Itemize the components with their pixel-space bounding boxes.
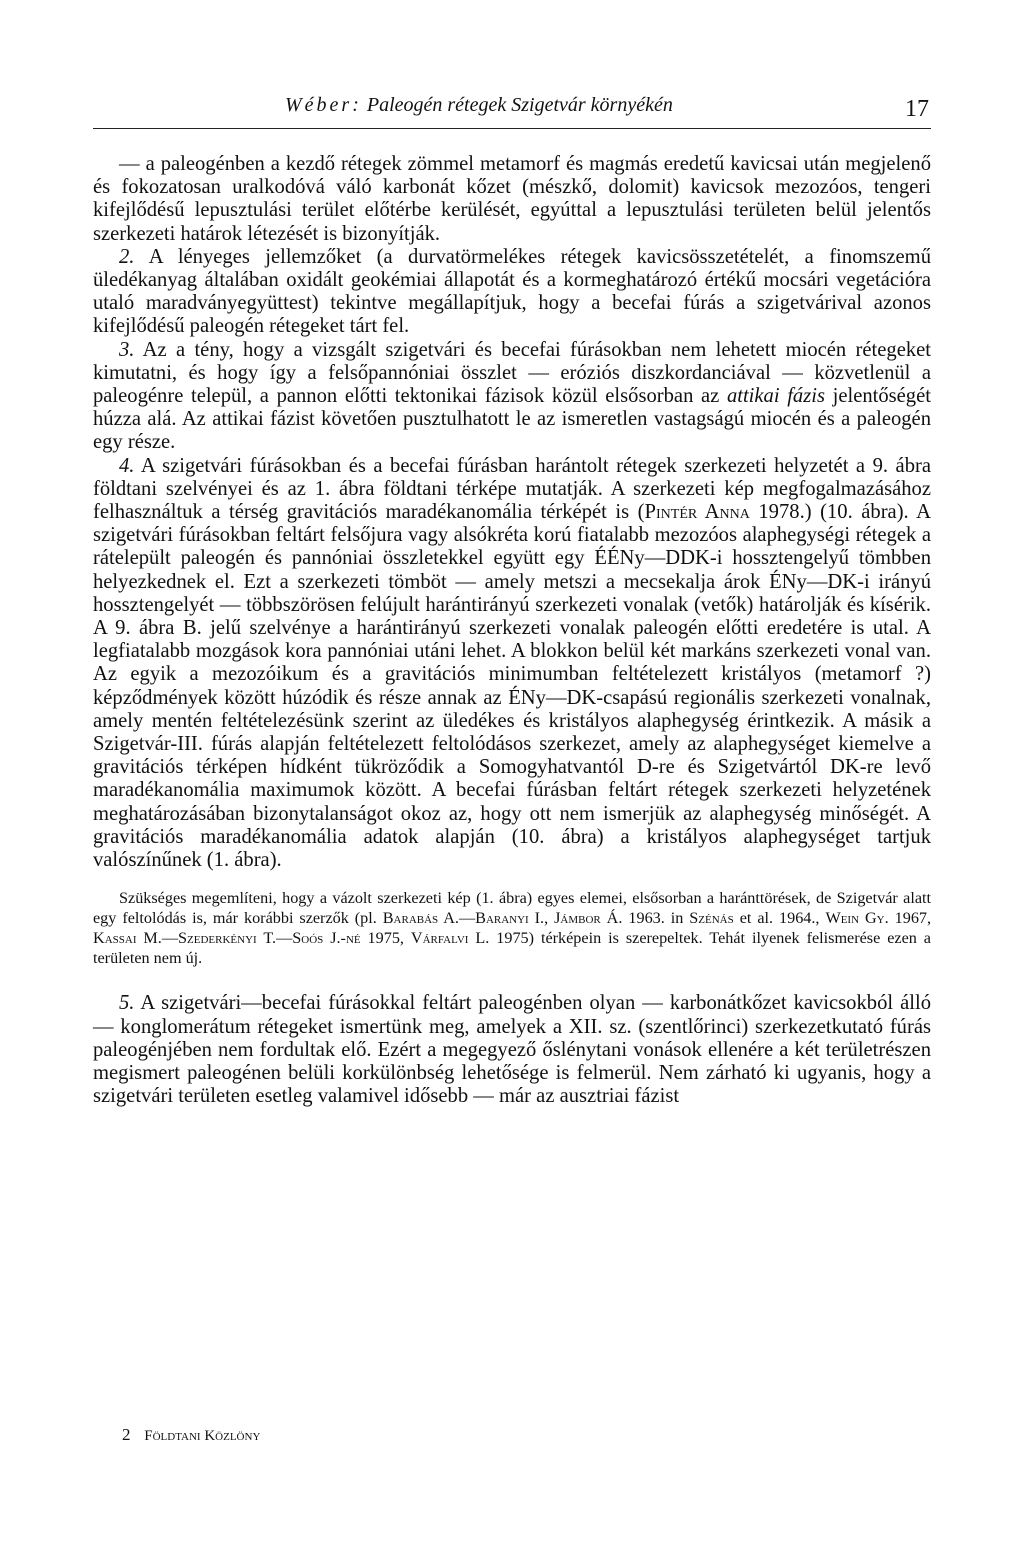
paragraph-5-text: A szigetvári—becefai fúrásokkal feltárt paleogénben olyan — karbonátkőzet kavicsokból álló — konglomerátum rétegeket ismertünk meg, amelyek a XII. sz. (szentlőrinci) szerkezetkutató fúrás paleogénjében nem fordultak elő. Ezért a megegyező őslénytani vonások ellenére a két területrészen megismert paleogénen belüli korkülönbség lehetősége is felmerül. Nem zárható ki ugyanis, hogy a szigetvári területen esetleg valamivel idősebb — már az ausztriai fázist <box>93 992 931 1108</box>
note-text-b: 1963. in <box>628 909 684 928</box>
header-title-line <box>285 94 673 117</box>
sheet-number: 2 <box>122 1425 131 1444</box>
paragraph-3-number: 3. <box>119 338 135 361</box>
header-author: Wéber: <box>285 94 362 116</box>
note-citation-1: Barabás A.—Baranyi I., Jámbor Á. <box>382 909 623 928</box>
paragraph-2-text: A lényeges jellemzőket (a durvatörmelékes rétegek kavicsösszetételét, a finomszemű üledékanyag általában oxidált geokémiai állapotát és a kormeghatározó értékű mocsári vegetációra utaló maradványegyüttest) tekintve megállapítjuk, hogy a becefai fúrás a szigetvárival azonos kifejlődésű paleogén rétegeket tárt fel. <box>93 245 932 338</box>
note-citation-4: Kassai M.—Szederkényi T.—Soós J.-né <box>93 929 361 948</box>
paragraph-4 <box>93 455 931 873</box>
running-header <box>93 88 931 129</box>
paragraph-4-number: 4. <box>119 454 135 477</box>
paragraph-2 <box>93 246 931 339</box>
document-page <box>93 88 931 1108</box>
section-gap <box>93 968 931 992</box>
note-text-c: et al. 1964., <box>739 909 820 928</box>
paragraph-5 <box>93 992 931 1108</box>
note-citation-5: Várfalvi L. <box>410 929 490 948</box>
paragraph-2-number: 2. <box>119 245 135 268</box>
small-print-note <box>93 888 931 968</box>
journal-name: Földtani Közlöny <box>144 1428 261 1444</box>
note-text-a: Szükséges megemlíteni, hogy a vázolt szerkezeti kép (1. ábra) egyes elemei, elsősorban a haránttörések, de Szigetvár alatt egy feltolódás is, már korábbi szerzők (pl. <box>93 889 931 928</box>
paragraph-4-text-b: 1978.) (10. ábra). A szigetvári fúrásokban feltárt felsőjura vagy alsókréta korú fiatalabb mezozóos alaphegységi rétegek a rátelepült paleogén és pannóniai összletekkel együtt egy ÉÉNy—DDK-i hossztengelyű tömbben helyezkednek el. Ezt a szerkezeti tömböt — amely metszi a mecsekalja árok ÉNy—DK-i irányú hossztengelyét — többszörösen felújult harántirányú szerkezeti vonalak (vetők) határolják és kísérik. A 9. ábra B. jelű szelvénye a harántirányú szerkezeti vonalak paleogén előtti eredetére is utal. A legfiatalabb mozgások kora pannóniai utáni lehet. A blokkon belül két markáns szerkezeti vonal van. Az egyik a mezozóikum és a gravitációs minimumban feltételezett kristályos (metamorf ?) képződmények között húzódik és része annak az ÉNy—DK-csapású regionális szerkezeti vonalnak, amely mentén feltételezésünk szerint az üledékes és kristályos alaphegység érintkezik. A másik a Szigetvár-III. fúrás alapján feltételezett feltolódásos szerkezet, amely az alaphegységet kiemelve a gravitációs térképen hídként tükröződik a Somogyhatvantól D-re és Szigetvártól DK-re levő maradékanomália maximumok között. A becefai fúrásban feltárt rétegek szerkezeti helyzetének meghatározásában bizonytalanságot okoz az, hogy ott nem ismerjük az alaphegység minőségét. A gravitációs maradékanomália adatok alapján (10. ábra) a kristályos alaphegységet tartjuk valószínűnek (1. ábra). <box>93 501 931 872</box>
paragraph-4-citation: Pintér Anna <box>644 501 750 524</box>
paragraph-3-text-b: jelentőségét húzza alá. Az attikai fázist követően pusztulhatott le az ismeretlen vastagságú miocén és a paleogén egy része. <box>93 385 931 454</box>
paragraph-4-text-a: A szigetvári fúrásokban és a becefai fúrásban harántolt rétegek szerkezeti helyzetét a 9. ábra földtani szelvényei és az 1. ábra földtani térképe mutatják. A szerkezeti kép megfogalmazásához felhasználtuk a térség gravitációs maradékanomália térképét is ( <box>93 454 931 524</box>
paragraph-1: — a paleogénben a kezdő rétegek zömmel metamorf és magmás eredetű kavicsai után megjelenő és fokozatosan uralkodóvá váló karbonát kőzet (mészkő, dolomit) kavicsok mezozóos, tengeri kifejlődésű lepusztulási terület előtérbe kerülését, egyúttal a lepusztulási területen belül jelentős szerkezeti határok létezését is bizonyítják. <box>93 153 931 245</box>
note-citation-3: Wein Gy. <box>825 909 889 928</box>
paragraph-3-italic: attikai fázis <box>726 385 825 408</box>
paragraph-3-text-a: Az a tény, hogy a vizsgált szigetvári és becefai fúrásokban nem lehetett miocén rétegeket kimutatni, és hogy így a felsőpannóniai összlet — eróziós diszkordanciával — közvetlenül a paleogénre települ, a pannon előtti tektonikai fázisok közül elsősorban az <box>93 338 931 408</box>
note-text-d: 1967, <box>894 909 932 928</box>
header-title: Paleogén rétegek Szigetvár környékén <box>366 94 673 116</box>
note-text-e: 1975, <box>367 929 404 948</box>
paragraph-3 <box>93 339 931 455</box>
document-body <box>93 153 931 1108</box>
note-citation-2: Szénás <box>689 909 734 928</box>
page-footer <box>122 1425 260 1445</box>
note-text-f: 1975) térképein is szerepeltek. Tehát ilyenek felismerése ezen a területen nem új. <box>93 929 931 968</box>
paragraph-5-number: 5. <box>119 992 135 1015</box>
page-number: 17 <box>905 96 929 122</box>
